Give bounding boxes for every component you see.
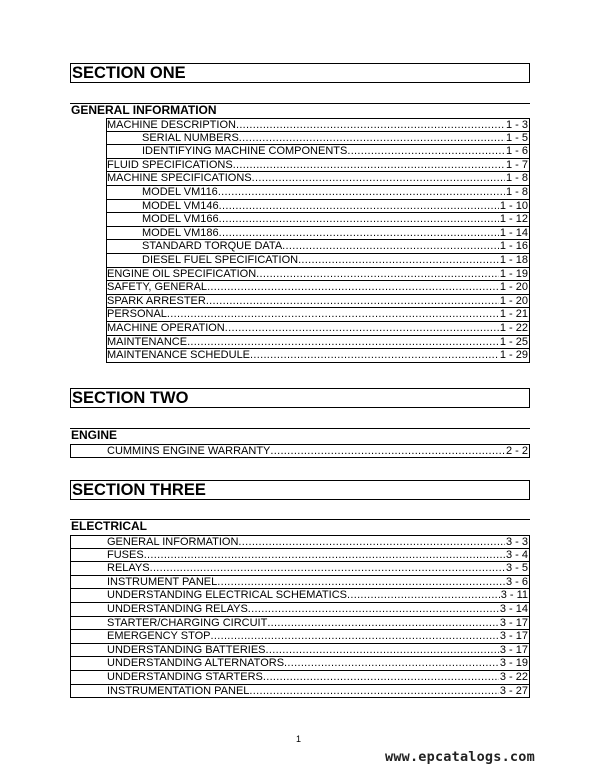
toc-entry-label: PERSONAL xyxy=(107,308,167,321)
toc-entry-label: ENGINE OIL SPECIFICATION xyxy=(107,267,257,280)
toc-entry-page: 1 - 25 xyxy=(499,335,528,348)
section-three-title: SECTION THREE xyxy=(70,480,530,500)
dot-leader xyxy=(211,630,499,643)
section-one-entries xyxy=(106,118,530,363)
toc-entry-label: MACHINE DESCRIPTION xyxy=(107,119,236,131)
dot-leader xyxy=(282,240,499,253)
toc-entry-page: 3 - 4 xyxy=(505,548,528,561)
category-electrical: ELECTRICAL xyxy=(70,519,530,532)
dot-leader xyxy=(249,685,498,698)
toc-entry-page: 3 - 5 xyxy=(505,562,528,575)
dot-leader xyxy=(217,576,505,589)
toc-entry-label: IDENTIFYING MACHINE COMPONENTS xyxy=(142,145,348,158)
dot-leader xyxy=(207,281,499,294)
section-two-entries xyxy=(70,444,530,458)
toc-entry-label: MACHINE OPERATION xyxy=(107,321,225,334)
toc-entry-label: STANDARD TORQUE DATA xyxy=(142,240,283,253)
toc-entry-label: FUSES xyxy=(107,548,144,561)
toc-entry-page: 1 - 6 xyxy=(505,145,528,158)
toc-entry-page: 3 - 17 xyxy=(499,630,528,643)
toc-entry-page: 1 - 29 xyxy=(499,349,528,362)
toc-entry-label: MODEL VM186 xyxy=(142,226,219,239)
toc-entry-page: 1 - 12 xyxy=(499,213,528,226)
section-one-title: SECTION ONE xyxy=(70,63,530,83)
toc-entry-page: 1 - 3 xyxy=(505,119,528,131)
toc-entry-label: STARTER/CHARGING CIRCUIT xyxy=(107,616,268,629)
toc-entry-page: 3 - 6 xyxy=(505,575,528,588)
toc-entry-label: INSTRUMENTATION PANEL xyxy=(107,684,250,697)
toc-entry xyxy=(106,227,530,241)
toc-entry-page: 1 - 8 xyxy=(505,185,528,198)
toc-entry-label: RELAYS xyxy=(107,562,150,575)
dot-leader xyxy=(236,119,505,132)
toc-entry xyxy=(106,349,530,363)
toc-entry xyxy=(70,617,530,631)
toc-entry xyxy=(106,118,530,132)
dot-leader xyxy=(219,200,499,213)
toc-entry-page: 1 - 16 xyxy=(499,240,528,253)
toc-entry xyxy=(106,213,530,227)
toc-entry-label: UNDERSTANDING BATTERIES xyxy=(107,643,266,656)
toc-entry-page: 3 - 17 xyxy=(499,616,528,629)
toc-entry-page: 3 - 17 xyxy=(499,643,528,656)
toc-entry-page: 1 - 14 xyxy=(499,226,528,239)
dot-leader xyxy=(206,295,499,308)
dot-leader xyxy=(266,644,499,657)
dot-leader xyxy=(252,172,505,185)
toc-entry-label: UNDERSTANDING ALTERNATORS xyxy=(107,657,285,670)
dot-leader xyxy=(250,349,499,362)
dot-leader xyxy=(218,186,505,199)
dot-leader xyxy=(263,671,499,684)
toc-entry-label: MODEL VM116 xyxy=(142,185,218,198)
toc-entry xyxy=(106,145,530,159)
toc-entry-label: INSTRUMENT PANEL xyxy=(107,575,218,588)
toc-entry-label: DIESEL FUEL SPECIFICATION xyxy=(142,253,299,266)
toc-entry xyxy=(106,268,530,282)
toc-entry-label: MAINTENANCE SCHEDULE xyxy=(107,349,251,362)
toc-entry-label: EMERGENCY STOP xyxy=(107,630,211,643)
toc-entry-label: FLUID SPECIFICATIONS xyxy=(107,158,233,171)
toc-entry-page: 1 - 8 xyxy=(505,172,528,185)
toc-entry-label: UNDERSTANDING STARTERS xyxy=(107,670,263,683)
dot-leader xyxy=(225,322,499,335)
toc-entry xyxy=(70,562,530,576)
toc-entry xyxy=(106,308,530,322)
category-general-information: GENERAL INFORMATION xyxy=(70,103,530,116)
toc-entry xyxy=(70,657,530,671)
toc-entry xyxy=(106,336,530,350)
toc-entry xyxy=(106,200,530,214)
toc-entry-label: MODEL VM166 xyxy=(142,213,219,226)
toc-entry-label: SAFETY, GENERAL xyxy=(107,281,208,294)
toc-entry-label: CUMMINS ENGINE WARRANTY xyxy=(107,445,271,457)
dot-leader xyxy=(167,308,499,321)
toc-entry xyxy=(106,159,530,173)
toc-entry-page: 3 - 19 xyxy=(499,657,528,670)
toc-entry-page: 3 - 3 xyxy=(505,536,528,548)
toc-entry xyxy=(70,535,530,549)
dot-leader xyxy=(270,445,505,458)
toc-entry-label: UNDERSTANDING ELECTRICAL SCHEMATICS xyxy=(107,589,347,602)
toc-entry-page: 2 - 2 xyxy=(505,445,528,457)
toc-entry xyxy=(106,172,530,186)
toc-entry xyxy=(106,322,530,336)
dot-leader xyxy=(256,268,499,281)
dot-leader xyxy=(238,536,505,549)
toc-entry xyxy=(106,281,530,295)
toc-entry-page: 3 - 27 xyxy=(499,684,528,697)
toc-entry-page: 1 - 20 xyxy=(499,281,528,294)
toc-entry-page: 1 - 22 xyxy=(499,321,528,334)
toc-entry-page: 1 - 10 xyxy=(499,199,528,212)
toc-entry-label: MODEL VM146 xyxy=(142,199,219,212)
dot-leader xyxy=(267,617,499,630)
toc-entry-label: GENERAL INFORMATION xyxy=(107,536,239,548)
toc-entry-page: 1 - 5 xyxy=(505,131,528,144)
toc-entry xyxy=(70,603,530,617)
dot-leader xyxy=(233,159,505,172)
toc-entry-label: SPARK ARRESTER xyxy=(107,294,206,307)
toc-entry-label: MACHINE SPECIFICATIONS xyxy=(107,172,252,185)
toc-entry xyxy=(106,186,530,200)
toc-entry xyxy=(70,549,530,563)
dot-leader xyxy=(248,603,499,616)
dot-leader xyxy=(187,336,499,349)
toc-entry xyxy=(70,589,530,603)
toc-entry-page: 1 - 20 xyxy=(499,294,528,307)
toc-entry xyxy=(70,630,530,644)
page-number: 1 xyxy=(296,734,302,744)
toc-entry-page: 1 - 18 xyxy=(499,253,528,266)
toc-entry-label: UNDERSTANDING RELAYS xyxy=(107,602,248,615)
dot-leader xyxy=(298,254,499,267)
toc-entry-page: 3 - 11 xyxy=(500,589,528,602)
toc-entry xyxy=(106,295,530,309)
toc-entry-page: 3 - 22 xyxy=(499,670,528,683)
toc-entry xyxy=(70,576,530,590)
toc-entry-label: MAINTENANCE xyxy=(107,335,188,348)
dot-leader xyxy=(150,562,505,575)
toc-entry xyxy=(70,444,530,458)
dot-leader xyxy=(347,589,500,602)
toc-entry xyxy=(106,240,530,254)
toc-entry-page: 3 - 14 xyxy=(499,602,528,615)
dot-leader xyxy=(284,657,499,670)
dot-leader xyxy=(219,227,499,240)
category-engine: ENGINE xyxy=(70,428,530,441)
toc-entry xyxy=(70,671,530,685)
toc-entry xyxy=(106,254,530,268)
toc-entry xyxy=(106,132,530,146)
toc-entry xyxy=(70,685,530,699)
toc-entry-page: 1 - 19 xyxy=(499,267,528,280)
toc-entry xyxy=(70,644,530,658)
dot-leader xyxy=(144,549,505,562)
section-three-entries xyxy=(70,535,530,698)
section-two-title: SECTION TWO xyxy=(70,388,530,408)
toc-entry-page: 1 - 21 xyxy=(499,308,528,321)
watermark: www.epcatalogs.com xyxy=(385,749,535,765)
dot-leader xyxy=(239,132,505,145)
dot-leader xyxy=(347,145,505,158)
toc-entry-page: 1 - 7 xyxy=(505,158,528,171)
dot-leader xyxy=(219,213,499,226)
toc-entry-label: SERIAL NUMBERS xyxy=(142,131,239,144)
